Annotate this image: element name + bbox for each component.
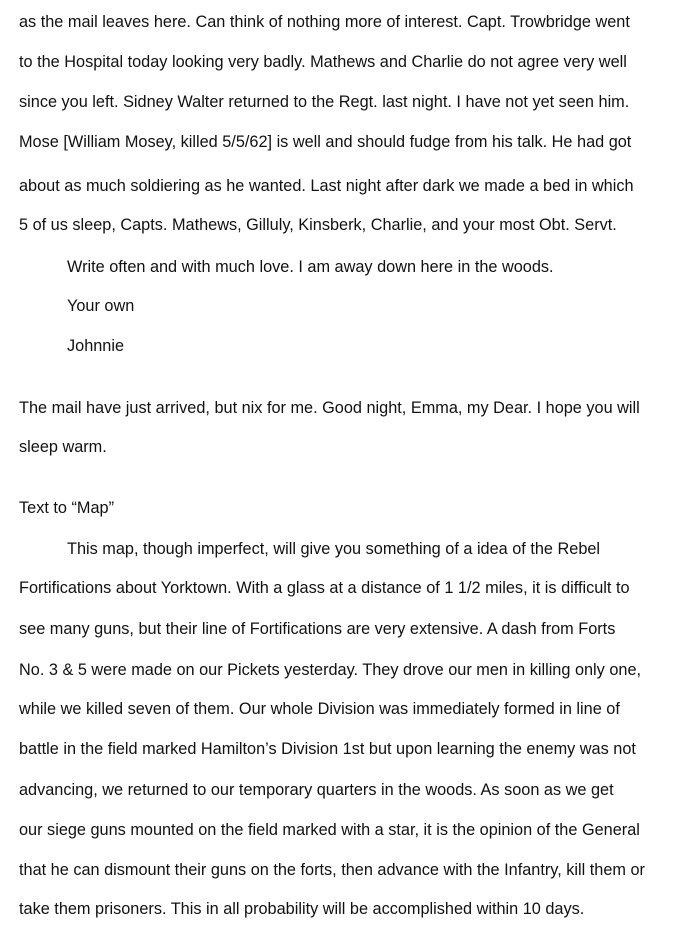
map-text-line: while we killed seven of them. Our whole Division was immediately formed in line of (19, 700, 620, 718)
map-text-line: see many guns, but their line of Fortifications are very extensive. A dash from Forts (19, 620, 616, 638)
letter-line: about as much soldiering as he wanted. Last night after dark we made a bed in which (19, 177, 634, 195)
map-text-line: that he can dismount their guns on the forts, then advance with the Infantry, kill them or (19, 861, 645, 879)
closing-line: Write often and with much love. I am away down here in the woods. (67, 258, 554, 276)
map-text-line: our siege guns mounted on the field marked with a star, it is the opinion of the General (19, 821, 640, 839)
postscript-line: The mail have just arrived, but nix for me. Good night, Emma, my Dear. I hope you will (19, 399, 640, 417)
closing-salutation: Your own (67, 297, 135, 315)
letter-line: as the mail leaves here. Can think of nothing more of interest. Capt. Trowbridge went (19, 13, 630, 31)
letter-line: to the Hospital today looking very badly. Mathews and Charlie do not agree very well (19, 53, 627, 71)
map-text-line: battle in the field marked Hamilton’s Division 1st but upon learning the enemy was not (19, 740, 636, 758)
letter-line: Mose [William Mosey, killed 5/5/62] is well and should fudge from his talk. He had got (19, 133, 632, 151)
map-text-line: Fortifications about Yorktown. With a glass at a distance of 1 1/2 miles, it is difficult to (19, 579, 630, 597)
letter-line: since you left. Sidney Walter returned to the Regt. last night. I have not yet seen him. (19, 93, 630, 111)
signature-name: Johnnie (67, 337, 125, 355)
postscript-line: sleep warm. (19, 438, 107, 456)
map-text-line: This map, though imperfect, will give you something of a idea of the Rebel (67, 540, 601, 558)
map-text-line: No. 3 & 5 were made on our Pickets yesterday. They drove our men in killing only one, (19, 661, 642, 679)
section-heading: Text to “Map” (19, 499, 114, 517)
letter-line: 5 of us sleep, Capts. Mathews, Gilluly, Kinsberk, Charlie, and your most Obt. Servt. (19, 216, 617, 234)
map-text-line: advancing, we returned to our temporary quarters in the woods. As soon as we get (19, 781, 614, 799)
map-text-line: take them prisoners. This in all probability will be accomplished within 10 days. (19, 900, 585, 918)
